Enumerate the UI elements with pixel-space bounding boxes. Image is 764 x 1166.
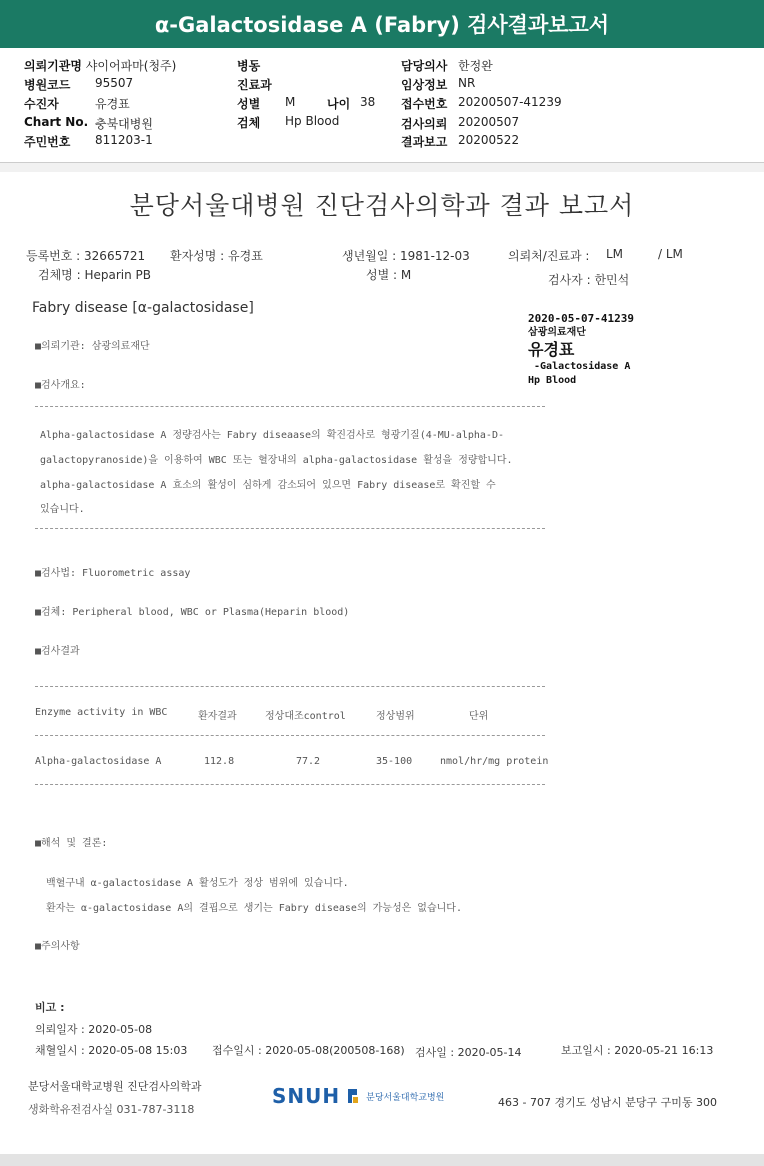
banner-title: α-Galactosidase A (Fabry) 검사결과보고서 — [154, 13, 610, 37]
info-rrn-label: 주민번호 — [24, 135, 71, 149]
info-clinical-label: 임상정보 — [401, 78, 448, 92]
specimen-name: 검체명 : Heparin PB — [38, 268, 151, 282]
registration-number: 등록번호 : 32665721 — [26, 249, 146, 263]
info-ward-label: 병동 — [237, 59, 261, 73]
info-patient-value: 유경표 — [95, 97, 130, 111]
remarks-label: 비고 : — [35, 1001, 65, 1014]
report-title: 분당서울대병원 진단검사의학과 결과 보고서 — [129, 191, 635, 220]
overview-line: galactopyranoside)을 이용하여 WBC 또는 혈장내의 alpha-galactosidase 활성을 정량합니다. — [40, 455, 513, 466]
table-cell-result: 112.8 — [204, 756, 235, 767]
info-sex-label: 성별 — [237, 97, 261, 111]
info-chart-label: Chart No. — [24, 115, 89, 129]
info-report-value: 20200522 — [458, 133, 520, 147]
info-age-value: 38 — [360, 95, 376, 109]
info-clinical-value: NR — [458, 76, 476, 90]
table-header-enzyme: Enzyme activity in WBC — [35, 707, 168, 718]
divider — [35, 735, 545, 736]
referral-b: / LM — [658, 247, 683, 261]
referral-label: 의뢰처/진료과 : — [508, 249, 590, 263]
table-header-range: 정상범위 — [376, 711, 415, 722]
patient-sex: 성별 : M — [366, 268, 412, 282]
stamp-patient: 유경표 — [528, 340, 575, 359]
overview-line: Alpha-galactosidase A 정량검사는 Fabry diseaase의 확진검사로 형광기질(4-MU-alpha-D- — [40, 430, 504, 441]
test-name: Fabry disease [α-galactosidase] — [32, 300, 254, 316]
info-doctor-value: 한정완 — [458, 59, 493, 73]
table-cell-unit: nmol/hr/mg protein — [440, 756, 549, 767]
stamp-specimen: Hp Blood — [528, 375, 577, 386]
scanned-report — [0, 172, 764, 1154]
info-rrn-value: 811203-1 — [95, 133, 153, 147]
info-doctor-label: 담당의사 — [401, 59, 448, 73]
stamp-lab: 삼광의료재단 — [528, 327, 586, 338]
interpretation-line: 백혈구내 α-galactosidase A 활성도가 정상 범위에 있습니다. — [46, 878, 349, 889]
logo-subtitle: 분당서울대학교병원 — [366, 1092, 445, 1103]
lab-phone: 생화학유전검사실 031-787-3118 — [28, 1103, 195, 1116]
info-chart-value: 충북대병원 — [95, 117, 153, 131]
hospital-address: 463 - 707 경기도 성남시 분당구 구미동 300 — [498, 1096, 717, 1109]
patient-name: 환자성명 : 유경표 — [170, 249, 263, 263]
info-dept-label: 진료과 — [237, 78, 272, 92]
referral-a: LM — [606, 247, 624, 261]
interpretation-line: 환자는 α-galactosidase A의 결핍으로 생기는 Fabry disease의 가능성은 없습니다. — [46, 903, 462, 914]
table-header-result: 환자결과 — [198, 711, 237, 722]
date-of-birth: 생년월일 : 1981-12-03 — [342, 249, 470, 263]
bottom-bar — [0, 1154, 764, 1166]
collection-time: 채혈일시 : 2020-05-08 15:03 — [35, 1044, 188, 1057]
table-cell-range: 35-100 — [376, 756, 413, 767]
info-report-label: 결과보고 — [401, 135, 448, 149]
patient-info-panel — [0, 48, 764, 163]
info-request-value: 20200507 — [458, 115, 520, 129]
info-hospital-code-value: 95507 — [95, 76, 134, 90]
examiner: 검사자 : 한민석 — [548, 273, 630, 287]
report-time: 보고일시 : 2020-05-21 16:13 — [561, 1044, 714, 1057]
divider — [35, 406, 545, 407]
table-header-control: 정상대조control — [265, 711, 346, 722]
specimen-label-stamp — [528, 312, 668, 388]
info-age-label: 나이 — [327, 97, 351, 111]
overview-line: alpha-galactosidase A 효소의 활성이 심하게 감소되어 있으면 Fabry disease로 확진할 수 — [40, 480, 496, 491]
divider — [35, 784, 545, 785]
info-accession-value: 20200507-41239 — [458, 95, 562, 109]
info-accession-label: 접수번호 — [401, 97, 448, 111]
stamp-accession: 2020-05-07-41239 — [528, 312, 634, 325]
table-cell-control: 77.2 — [296, 756, 321, 767]
info-institution: 의뢰기관명 샤이어파마(청주) — [24, 59, 177, 73]
info-specimen-value: Hp Blood — [285, 114, 340, 128]
stamp-test: -Galactosidase A — [528, 361, 631, 372]
snuh-logo — [272, 1084, 444, 1108]
specimen-line: ■검체: Peripheral blood, WBC or Plasma(Heparin blood) — [35, 607, 350, 618]
info-specimen-label: 검체 — [237, 116, 261, 130]
info-patient-label: 수진자 — [24, 97, 59, 111]
interpretation-heading: ■해석 및 결론: — [35, 838, 108, 849]
info-sex-value: M — [285, 95, 296, 109]
table-cell-enzyme: Alpha-galactosidase A — [35, 756, 162, 767]
test-date: 검사일 : 2020-05-14 — [415, 1046, 522, 1059]
divider — [35, 686, 545, 687]
report-banner — [0, 0, 764, 48]
receive-time: 접수일시 : 2020-05-08(200508-168) — [212, 1044, 405, 1057]
department-name: 분당서울대학교병원 진단검사의학과 — [28, 1080, 202, 1093]
overview-heading: ■검사개요: — [35, 380, 86, 391]
result-heading: ■검사결과 — [35, 646, 80, 657]
table-header-unit: 단위 — [469, 711, 489, 722]
method-line: ■검사법: Fluorometric assay — [35, 568, 191, 579]
overview-line: 있습니다. — [40, 504, 85, 515]
info-hospital-code: 병원코드 — [24, 78, 71, 92]
info-request-label: 검사의뢰 — [401, 117, 448, 131]
request-date: 의뢰일자 : 2020-05-08 — [35, 1023, 153, 1036]
caution-heading: ■주의사항 — [35, 941, 80, 952]
logo-mark-icon — [346, 1087, 360, 1105]
divider — [35, 528, 545, 529]
logo-text: SNUH — [272, 1084, 341, 1108]
institution-line: ■의뢰기관: 삼광의료재단 — [35, 341, 150, 352]
